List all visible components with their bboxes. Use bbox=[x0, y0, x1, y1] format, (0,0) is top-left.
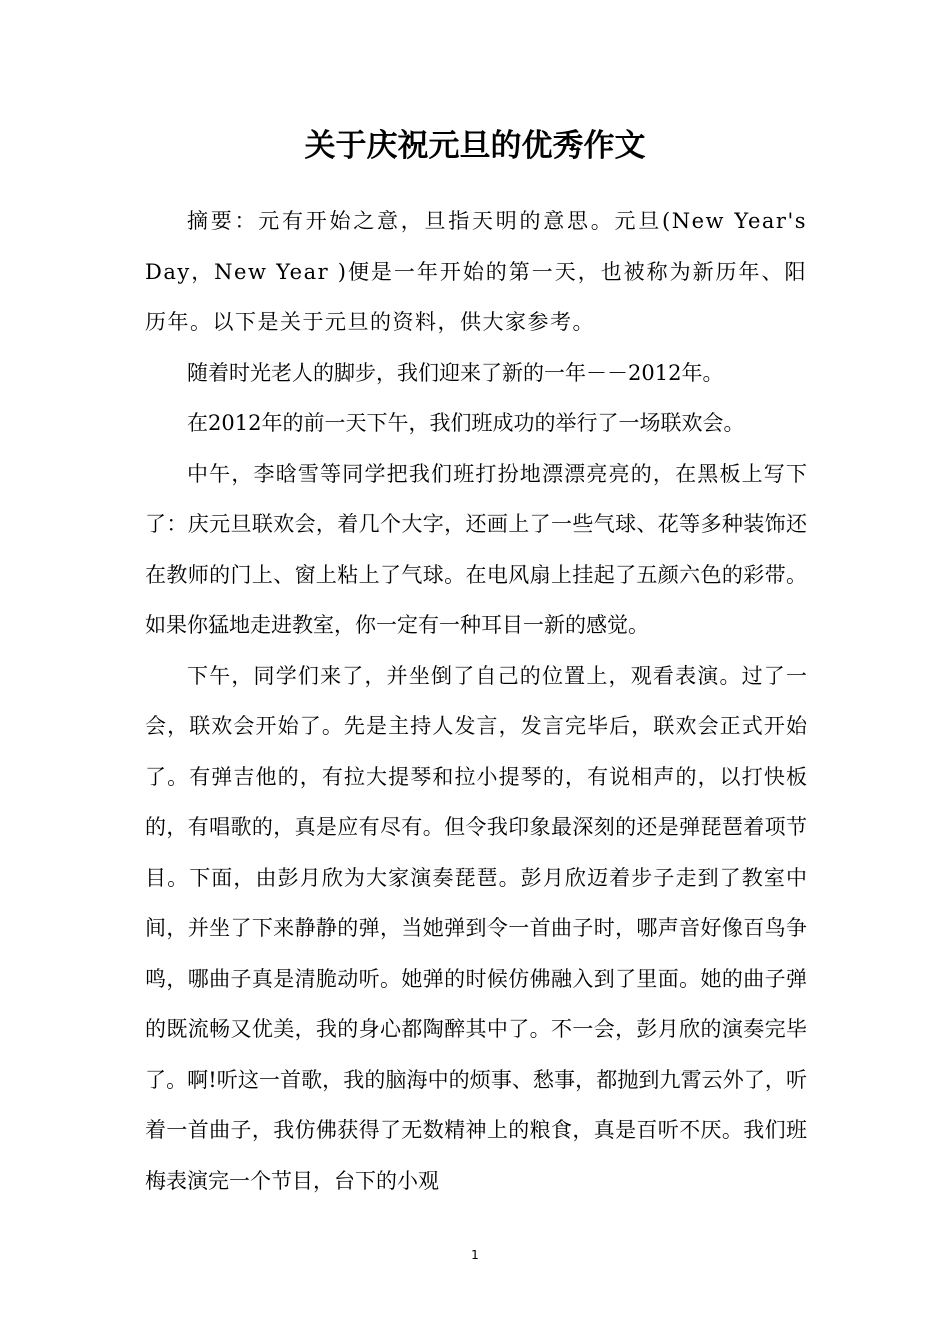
document-body bbox=[145, 196, 807, 1206]
body-paragraph: 下午，同学们来了，并坐倒了自己的位置上，观看表演。过了一会，联欢会开始了。先是主持人发言，发言完毕后，联欢会正式开始了。有弹吉他的，有拉大提琴和拉小提琴的，有说相声的，以打快板的，有唱歌的，真是应有尽有。但令我印象最深刻的还是弹琵琶着项节目。下面，由彭月欣为大家演奏琵琶。彭月欣迈着步子走到了教室中间，并坐了下来静静的弹，当她弹到令一首曲子时，哪声音好像百鸟争鸣，哪曲子真是清脆动听。她弹的时候仿佛融入到了里面。她的曲子弹的既流畅又优美，我的身心都陶醉其中了。不一会，彭月欣的演奏完毕了。啊!听这一首歌，我的脑海中的烦事、愁事，都抛到九霄云外了，听着一首曲子，我仿佛获得了无数精神上的粮食，真是百听不厌。我们班梅表演完一个节目，台下的小观 bbox=[145, 663, 807, 1193]
abstract-paragraph: 摘要：元有开始之意，旦指天明的意思。元旦(New Year's Day，New Year )便是一年开始的第一天，也被称为新历年、阳历年。以下是关于元旦的资料，供大家参考。 bbox=[145, 209, 807, 334]
document-title: 关于庆祝元旦的优秀作文 bbox=[304, 128, 646, 164]
page-number: 1 bbox=[471, 1248, 479, 1262]
body-paragraph: 中午，李晗雪等同学把我们班打扮地漂漂亮亮的，在黑板上写下了：庆元旦联欢会，着几个大字，还画上了一些气球、花等多种装饰还在教师的门上、窗上粘上了气球。在电风扇上挂起了五颜六色的彩带。如果你猛地走进教室，你一定有一种耳目一新的感觉。 bbox=[145, 461, 807, 637]
body-paragraph: 在2012年的前一天下午，我们班成功的举行了一场联欢会。 bbox=[187, 411, 745, 435]
body-paragraph: 随着时光老人的脚步，我们迎来了新的一年－－2012年。 bbox=[187, 360, 724, 385]
